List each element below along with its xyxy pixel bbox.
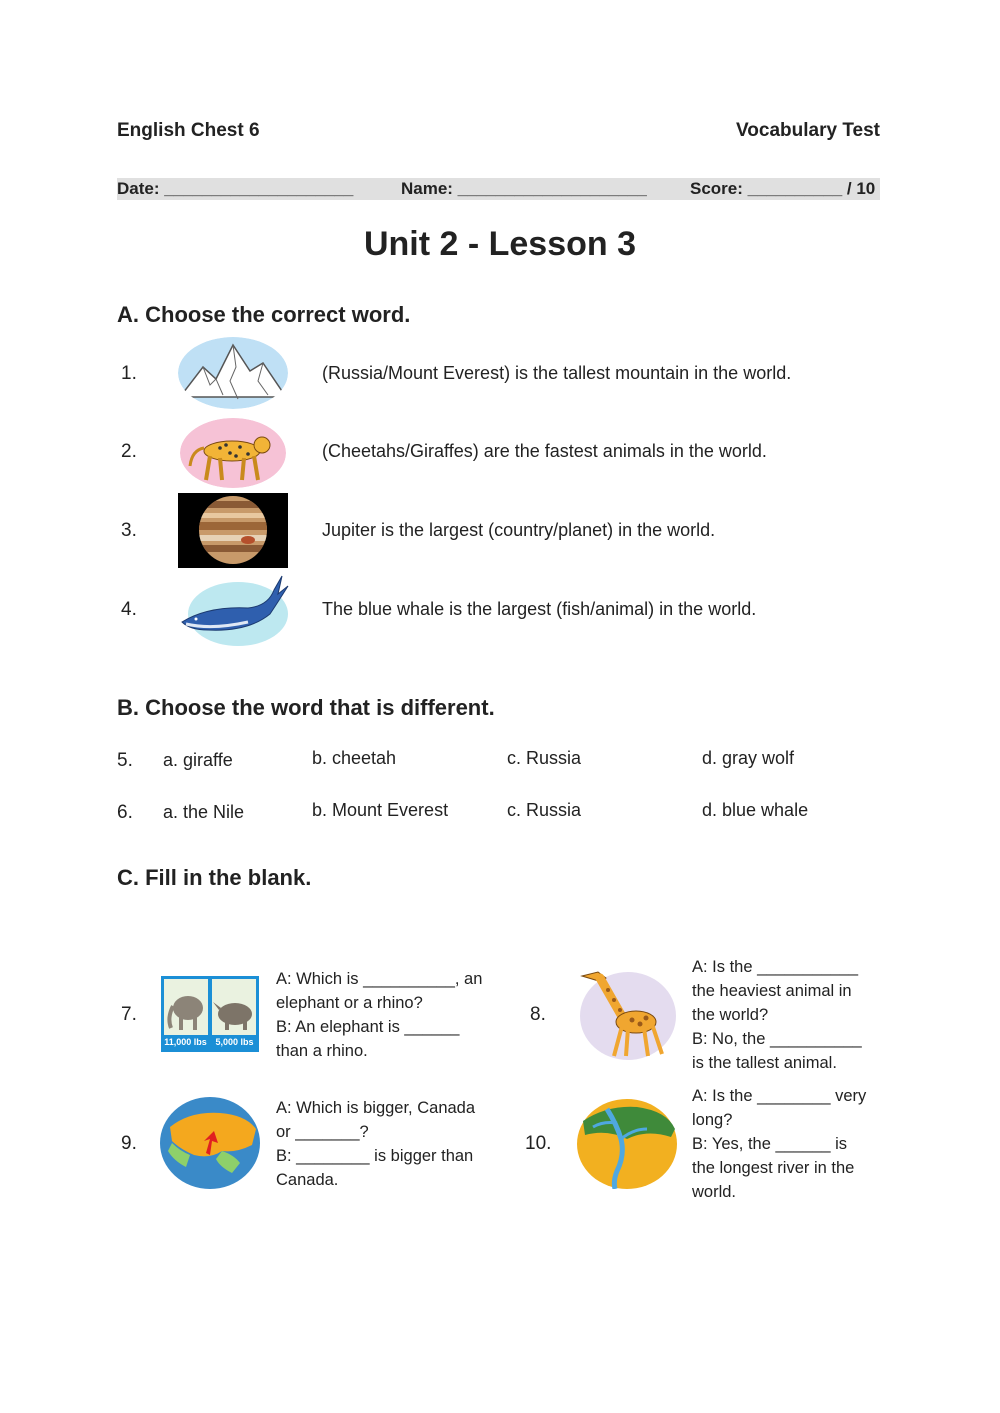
river-icon	[577, 1099, 677, 1189]
option-b: b. Mount Everest	[312, 800, 449, 820]
option-d: d. blue whale	[702, 800, 809, 820]
whale-icon	[178, 572, 290, 647]
elephant-rhino-icon	[161, 976, 259, 1052]
question-text: Jupiter is the largest (country/planet) in the world.	[322, 520, 716, 540]
dialogue-line: or _______?	[276, 1123, 369, 1141]
option-c: c. Russia	[507, 800, 582, 820]
option-b: b. cheetah	[312, 748, 397, 768]
map-icon	[160, 1097, 260, 1189]
dialogue-line: A: Is the ________ very	[692, 1087, 867, 1105]
question-number: 10.	[525, 1133, 552, 1154]
rhino-weight: 5,000 lbs	[215, 1037, 254, 1047]
question-text: (Russia/Mount Everest) is the tallest mountain in the world.	[322, 363, 792, 383]
question-text: (Cheetahs/Giraffes) are the fastest animals in the world.	[322, 441, 767, 461]
dialogue-line: B: Yes, the ______ is	[692, 1135, 848, 1153]
dialogue-line: A: Is the ___________	[692, 958, 859, 976]
dialogue-line: elephant or a rhino?	[276, 994, 423, 1012]
dialogue	[276, 1096, 475, 1192]
question-number: 3.	[121, 520, 137, 541]
planet-icon	[178, 493, 288, 568]
dialogue-line: world.	[692, 1183, 737, 1201]
dialogue-line: long?	[692, 1111, 733, 1129]
test-type: Vocabulary Test	[736, 120, 880, 141]
section-b-heading: B. Choose the word that is different.	[117, 695, 495, 720]
option-d: d. gray wolf	[702, 748, 795, 768]
dialogue	[692, 1084, 866, 1204]
question-number: 4.	[121, 599, 137, 620]
dialogue-line: the longest river in the	[692, 1159, 855, 1177]
dialogue	[276, 967, 482, 1063]
dialogue-line: the world?	[692, 1006, 769, 1024]
cheetah-icon	[180, 418, 286, 488]
dialogue-line: B: No, the __________	[692, 1030, 862, 1048]
section-a-heading: A. Choose the correct word.	[117, 302, 411, 327]
dialogue-line: A: Which is __________, an	[276, 970, 483, 988]
question-number: 2.	[121, 441, 137, 462]
question-number: 9.	[121, 1133, 137, 1154]
section-c-heading: C. Fill in the blank.	[117, 865, 312, 890]
dialogue-line: Canada.	[276, 1171, 339, 1189]
name-field: Name: ____________________	[401, 179, 647, 198]
question-number: 5.	[117, 750, 133, 771]
dialogue-line: A: Which is bigger, Canada	[276, 1099, 476, 1117]
option-a: a. the Nile	[163, 802, 245, 822]
question-number: 6.	[117, 802, 133, 823]
elephant-weight: 11,000 lbs	[164, 1037, 207, 1047]
course-name: English Chest 6	[117, 120, 260, 141]
option-c: c. Russia	[507, 748, 582, 768]
dialogue-line: B: ________ is bigger than	[276, 1147, 474, 1165]
option-a: a. giraffe	[163, 750, 233, 770]
question-number: 7.	[121, 1004, 137, 1025]
score-field: Score: __________ / 10	[690, 179, 876, 198]
mountain-icon	[178, 337, 288, 409]
dialogue-line: B: An elephant is ______	[276, 1018, 460, 1036]
giraffe-icon	[576, 964, 676, 1062]
question-number: 1.	[121, 363, 137, 384]
question-text: The blue whale is the largest (fish/animal) in the world.	[322, 599, 757, 619]
dialogue-line: the heaviest animal in	[692, 982, 852, 1000]
date-field: Date: ____________________	[117, 179, 354, 198]
dialogue	[692, 955, 862, 1075]
question-number: 8.	[530, 1004, 546, 1025]
page-title: Unit 2 - Lesson 3	[363, 225, 637, 263]
dialogue-line: is the tallest animal.	[692, 1054, 837, 1072]
dialogue-line: than a rhino.	[276, 1042, 368, 1060]
